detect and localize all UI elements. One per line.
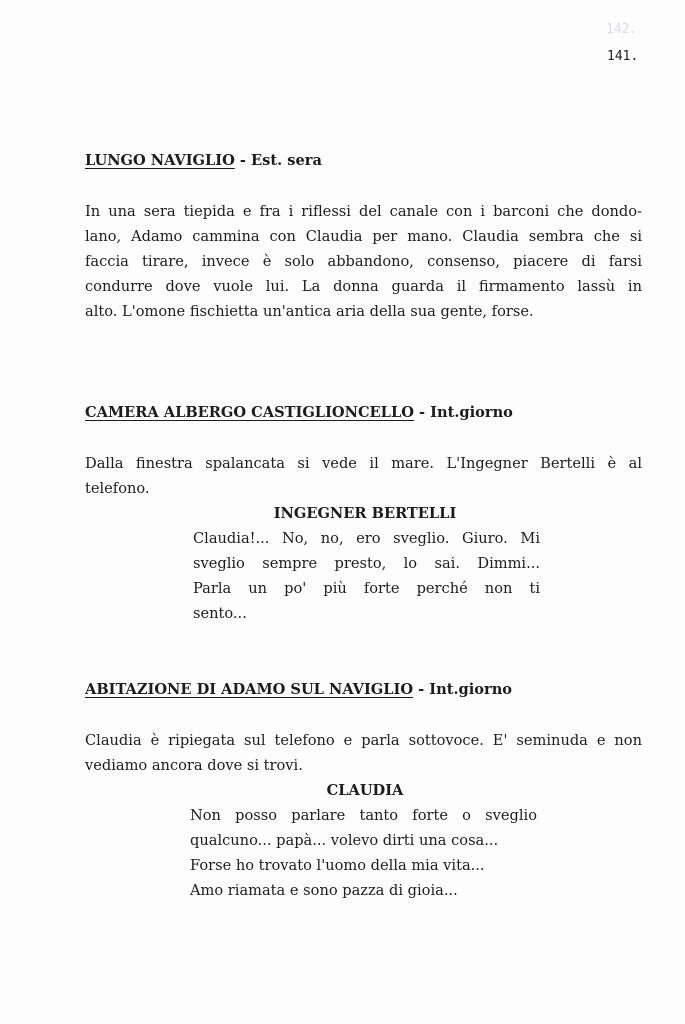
scene-location: ABITAZIONE DI ADAMO SUL NAVIGLIO	[85, 681, 414, 698]
scene-heading	[85, 403, 513, 423]
action-line: alto. L'omone fischietta un'antica aria della sua gente, forse.	[85, 303, 534, 320]
character-name: CLAUDIA	[326, 782, 404, 799]
action-line: Claudia è ripiegata sul telefono e parla sottovoce. E' seminuda e non	[85, 732, 642, 749]
scene-heading	[85, 151, 322, 171]
scene-location: LUNGO NAVIGLIO	[85, 152, 235, 169]
dialogue-line: Amo riamata e sono pazza di gioia...	[190, 882, 458, 899]
action-line: faccia tirare, invece è solo abbandono, consenso, piacere di farsi	[85, 253, 642, 270]
dialogue-line: sveglio sempre presto, lo sai. Dimmi...	[193, 555, 540, 572]
action-line: Dalla finestra spalancata si vede il mare. L'Ingegner Bertelli è al	[85, 455, 642, 472]
scene-heading	[85, 680, 512, 700]
action-line: telefono.	[85, 480, 150, 497]
dialogue-line: Non posso parlare tanto forte o sveglio	[190, 807, 537, 824]
dialogue-line: Forse ho trovato l'uomo della mia vita...	[190, 857, 485, 874]
scene-location: CAMERA ALBERGO CASTIGLIONCELLO	[85, 404, 414, 421]
action-line: vediamo ancora dove si trovi.	[85, 757, 303, 774]
scene-time: - Int.giorno	[413, 681, 513, 698]
dialogue-line: Claudia!... No, no, ero sveglio. Giuro. Mi	[193, 530, 540, 547]
scene-time: - Int.giorno	[413, 404, 513, 421]
scene-time: - Est. sera	[234, 152, 322, 169]
dialogue-line: qualcuno... papà... volevo dirti una cosa...	[190, 832, 499, 849]
dialogue-line: sento...	[193, 605, 247, 622]
action-line: condurre dove vuole lui. La donna guarda il firmamento lassù in	[85, 278, 642, 295]
character-name: INGEGNER BERTELLI	[273, 505, 457, 522]
page-number: 141.	[607, 49, 639, 64]
dialogue-line: Parla un po' più forte perché non ti	[193, 580, 540, 597]
action-line: lano, Adamo cammina con Claudia per mano. Claudia sembra che si	[85, 228, 642, 245]
bleed-through-page-number: 142.	[606, 22, 638, 37]
action-line: In una sera tiepida e fra i riflessi del canale con i barconi che dondo-	[85, 203, 642, 220]
